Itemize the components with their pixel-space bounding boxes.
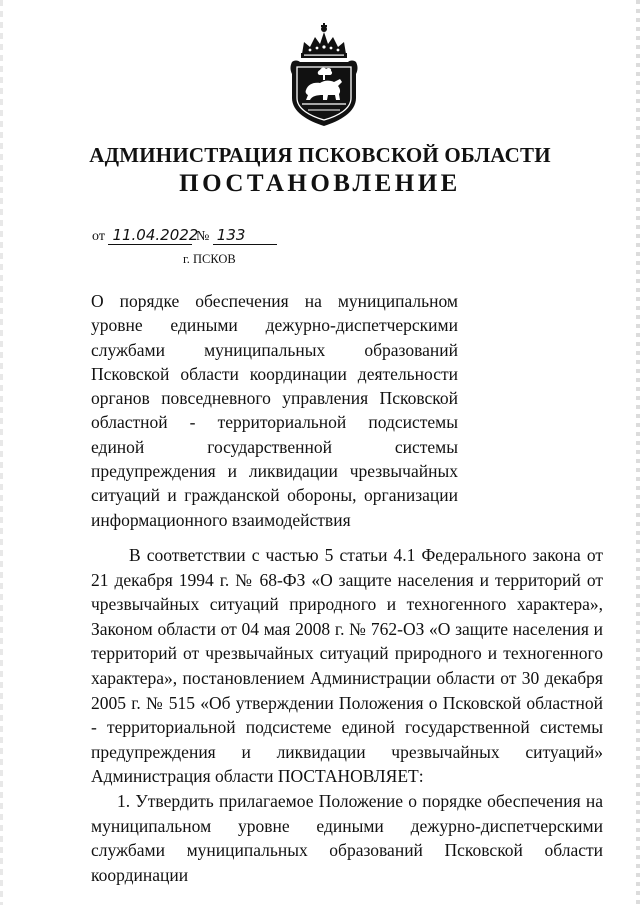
date-prefix: от	[92, 229, 105, 244]
handwritten-date: 11.04.2022	[108, 226, 192, 245]
scan-edge-left	[0, 0, 3, 905]
scan-edge-right	[636, 0, 640, 905]
number-prefix: №	[195, 229, 210, 244]
city-label: г. ПСКОВ	[183, 252, 236, 266]
preamble-paragraph: В соответствии с частью 5 статьи 4.1 Федерального закона от 21 декабря 1994 г. № 68-ФЗ «О защите населения и территорий от чрезвычайных ситуаций природного и техногенного характера», Законом области от 04 мая 2008 г. № 762-ОЗ «О защите населения и территорий от чрезвычайных ситуаций природного и техногенного характера», постановлением Администрации области от 30 декабря 2005 г. № 515 «Об утверждении Положения о Псковской областной - территориальной подсистеме единой государственной системы предупреждения и ликвидации чрезвычайных ситуаций» Администрация области ПОСТАНОВЛЯЕТ:	[91, 545, 603, 787]
pskov-coat-of-arms-icon	[284, 20, 364, 128]
document-body	[91, 543, 603, 887]
document-subject: О порядке обеспечения на муниципальном уровне едиными дежурно-диспетчерскими службами муниципальных образований Псковской области координации деятельности органов повседневного управления Псковской областной - территориальной подсистемы единой государственной системы предупреждения и ликвидации чрезвычайных ситуаций и гражданской обороны, организации информационного взаимодействия	[91, 291, 458, 530]
document-meta-row	[92, 226, 277, 246]
handwritten-number: 133	[213, 226, 277, 245]
organization-title: АДМИНИСТРАЦИЯ ПСКОВСКОЙ ОБЛАСТИ	[89, 143, 551, 167]
document-type-title: ПОСТАНОВЛЕНИЕ	[179, 170, 461, 197]
resolution-item-1: 1. Утвердить прилагаемое Положение о порядке обеспечения на муниципальном уровне едиными дежурно-диспетчерскими службами муниципальных образований Псковской области координации	[91, 790, 603, 885]
